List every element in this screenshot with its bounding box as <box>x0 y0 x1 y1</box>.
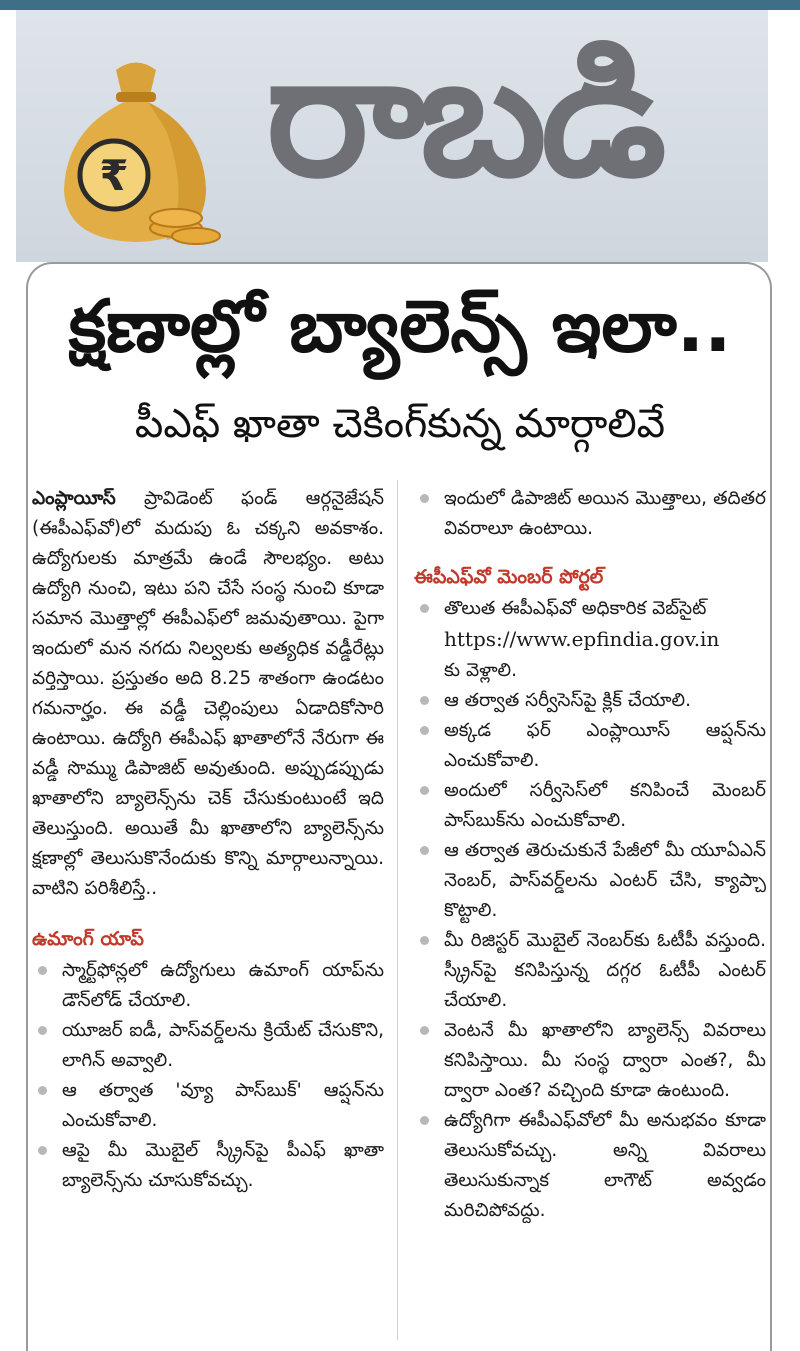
bullet-icon <box>38 1086 47 1095</box>
intro-body: ప్రావిడెంట్ ఫండ్ ఆర్గనైజేషన్ (ఈపీఎఫ్‌వో)లో మదుపు ఓ చక్కని అవకాశం. ఉద్యోగులకు మాత్రమే ఉండే సౌలభ్యం. అటు ఉద్యోగి నుంచి, ఇటు పని చేసే సంస్థ నుంచి కూడా సమాన మొత్తాల్లో ఈపీఎఫ్‌లో జమవుతాయి. పైగా ఇందులో మన నగదు నిల్వలకు అత్యధిక వడ్డీరేట్లు వర్తిస్తాయి. ప్రస్తుతం అది 8.25 శాతంగా ఉండటం గమనార్హం. ఈ వడ్డీ చెల్లింపులు ఏడాదికోసారి ఉంటాయి. ఉద్యోగి ఈపీఎఫ్ ఖాతాలోనే నేరుగా ఈ వడ్డీ సొమ్ము డిపాజిట్ అవుతుంది. అప్పుడప్పుడు ఖాతాలోని బ్యాలెన్స్‌ను చెక్ చేసుకుంటుంటే ఇది తెలుస్తుంది. అయితే మీ ఖాతాలోని బ్యాలెన్స్‌ను క్షణాల్లో తెలుసుకొనేందుకు కొన్ని మార్గాలున్నాయి. వాటిని పరిశీలిస్తే.. <box>32 488 384 899</box>
svg-text:₹: ₹ <box>99 151 129 200</box>
bullet-icon <box>420 786 429 795</box>
list-item-text: తొలుత ఈపీఎఫ్‌వో అధికారిక వెబ్‌సైట్ <box>444 598 707 619</box>
list-item <box>414 776 766 836</box>
list-item <box>414 836 766 926</box>
money-bag-icon <box>46 50 226 250</box>
list-item <box>414 716 766 776</box>
bullet-icon <box>420 1116 429 1125</box>
list-item-text: ఇందులో డిపాజిట్ అయిన మొత్తాలు, తదితర వివరాలూ ఉంటాయి. <box>444 488 766 539</box>
bullet-icon <box>420 604 429 613</box>
list-item <box>414 1106 766 1226</box>
portal-steps <box>414 594 766 1226</box>
list-item <box>414 686 766 716</box>
list-item-text: కు వెళ్లాలి. <box>444 660 517 681</box>
deposit-note-list <box>414 484 766 544</box>
list-item-text: ఆ తర్వాత సర్వీసెస్‌పై క్లిక్ చేయాలి. <box>444 690 691 711</box>
bullet-icon <box>420 726 429 735</box>
bullet-icon <box>38 1146 47 1155</box>
list-item-text: వెంటనే మీ ఖాతాలోని బ్యాలెన్స్ వివరాలు కనిపిస్తాయి. మీ సంస్థ ద్వారా ఎంత?, మీ ద్వారా ఎంత? వచ్చింది కూడా ఉంటుంది. <box>444 1020 766 1101</box>
masthead-banner <box>16 10 768 262</box>
list-item-text: ఉద్యోగిగా ఈపీఎఫ్‌వోలో మీ అనుభవం కూడా తెలుసుకోవచ్చు. అన్ని వివరాలు తెలుసుకున్నాక లాగౌట్ అవ్వడం మరిచిపోవద్దు. <box>444 1110 766 1221</box>
list-item-text: అందులో సర్వీసెస్‌లో కనిపించే మెంబర్ పాస్‌బుక్‌ను ఎంచుకోవాలి. <box>444 780 766 831</box>
top-color-bar <box>0 0 800 10</box>
bullet-icon <box>420 846 429 855</box>
bullet-icon <box>420 936 429 945</box>
bullet-icon <box>38 1026 47 1035</box>
section-title-umang: ఉమాంగ్ యాప్ <box>32 928 144 950</box>
subheadline: పీఎఫ్ ఖాతా చెకింగ్‌కున్న మార్గాలివే <box>134 401 666 447</box>
epf-website-link[interactable]: https://www.epfindia.gov.in <box>444 627 720 651</box>
column-divider <box>397 480 398 1340</box>
list-item <box>414 484 766 544</box>
right-column <box>414 484 766 1226</box>
list-item <box>32 1016 384 1076</box>
list-item <box>32 1136 384 1196</box>
masthead-title: రాబడి <box>266 15 661 215</box>
list-item-text: ఆపై మీ మొబైల్ స్క్రీన్‌పై పీఎఫ్ ఖాతా బ్యాలెన్స్‌ను చూసుకోవచ్చు. <box>62 1140 384 1191</box>
umang-steps <box>32 956 384 1196</box>
list-item-text: అక్కడ ఫర్ ఎంప్లాయీస్ ఆప్షన్‌ను ఎంచుకోవాలి. <box>444 720 766 771</box>
list-item-text: మీ రిజిస్టర్ మొబైల్ నెంబర్‌కు ఓటీపీ వస్తుంది. స్క్రీన్‌పై కనిపిస్తున్న దగ్గర ఓటీపీ ఎంటర్ చేయాలి. <box>444 930 766 1011</box>
bullet-icon <box>420 494 429 503</box>
list-item-text: ఆ తర్వాత తెరుచుకునే పేజీలో మీ యూఏఎన్ నెంబర్, పాస్‌వర్డ్‌లను ఎంటర్ చేసి, క్యాప్చా కొట్టాలి. <box>444 840 766 921</box>
section-title-portal: ఈపీఎఫ్‌వో మెంబర్ పోర్టల్ <box>414 566 604 588</box>
list-item <box>414 594 766 686</box>
bullet-icon <box>38 966 47 975</box>
headline: క్షణాల్లో బ్యాలెన్స్ ఇలా.. <box>68 284 732 368</box>
bullet-icon <box>420 1026 429 1035</box>
list-item <box>32 956 384 1016</box>
list-item <box>414 1016 766 1106</box>
intro-paragraph <box>32 484 384 904</box>
list-item <box>32 1076 384 1136</box>
bullet-icon <box>420 696 429 705</box>
list-item-text: ఆ తర్వాత 'వ్యూ పాస్‌బుక్' ఆప్షన్‌ను ఎంచుకోవాలి. <box>62 1080 384 1131</box>
intro-lead: ఎంప్లాయీస్ <box>32 488 116 509</box>
list-item-text: స్మార్ట్‌ఫోన్లలో ఉద్యోగులు ఉమాంగ్ యాప్‌ను డౌన్‌లోడ్ చేయాలి. <box>62 960 384 1011</box>
list-item <box>414 926 766 1016</box>
list-item-text: యూజర్ ఐడీ, పాస్‌వర్డ్‌లను క్రియేట్ చేసుకొని, లాగిన్ అవ్వాలి. <box>62 1020 384 1071</box>
left-column <box>32 484 384 1196</box>
